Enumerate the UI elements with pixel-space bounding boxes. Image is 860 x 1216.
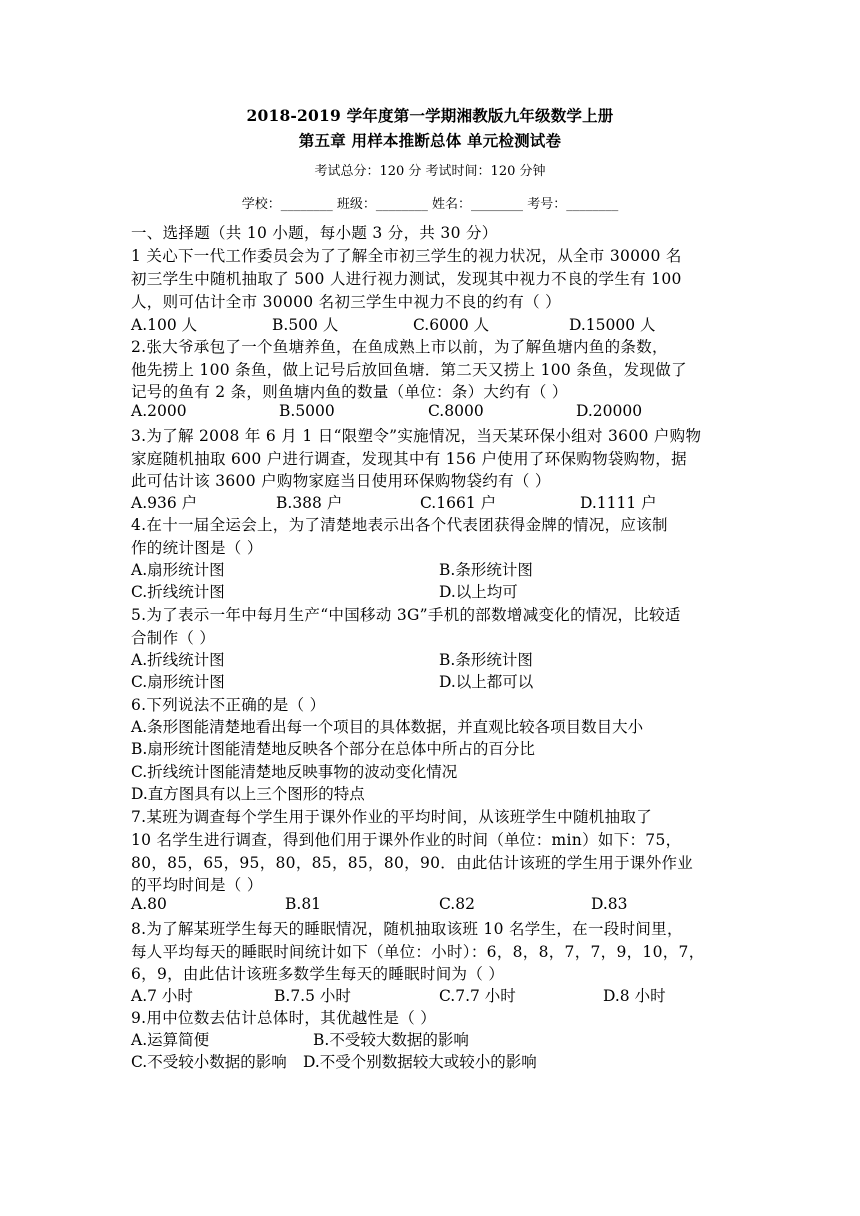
option-d: D.以上都可以 [439,673,534,691]
option-a: A.7 小时 [131,987,193,1005]
question-text-line: 4.在十一届全运会上，为了清楚地表示出各个代表团获得金牌的情况，应该制 [131,516,668,534]
option-d: D.15000 人 [569,316,656,334]
option-d: D.20000 [576,402,643,420]
option-c: C.8000 [428,402,484,420]
option-a: A.扇形统计图 [131,561,225,579]
option-c: C.6000 人 [413,316,490,334]
section-heading: 一、选择题（共 10 小题，每小题 3 分，共 30 分） [131,224,498,242]
option-d: D.8 小时 [603,987,666,1005]
question-text-line: 初三学生中随机抽取了 500 人进行视力测试，发现其中视力不良的学生有 100 [131,270,682,288]
option-d: D.直方图具有以上三个图形的特点 [131,785,365,803]
option-a: A.折线统计图 [131,651,225,669]
option-a: A.运算简便 [131,1031,210,1049]
question-text-line: 8.为了解某班学生每天的睡眠情况，随机抽取该班 10 名学生，在一段时间里， [131,920,683,938]
question-text-line: 6，9，由此估计该班多数学生每天的睡眠时间为（ ） [131,965,505,983]
question-text-line: 3.为了解 2008 年 6 月 1 日“限塑令”实施情况，当天某环保小组对 3600 户购物 [131,427,702,445]
option-b: B.条形统计图 [439,651,533,669]
exam-title-line1: 2018-2019 学年度第一学期湘教版九年级数学上册 [246,106,614,125]
option-c: C.7.7 小时 [439,987,516,1005]
question-text-line: 每人平均每天的睡眠时间统计如下（单位：小时）：6，8，8，7，7，9，10，7， [131,943,705,961]
question-text-line: 10 名学生进行调查，得到他们用于课外作业的时间（单位：min）如下：75， [131,831,682,849]
option-a: A.条形图能清楚地看出每一个项目的具体数据，并直观比较各项目数目大小 [131,718,644,736]
question-text-line: 的平均时间是（ ） [131,876,263,894]
option-b: B.388 户 [276,494,343,512]
question-text-line: 7.某班为调查每个学生用于课外作业的平均时间，从该班学生中随机抽取了 [131,808,652,826]
option-a: A.2000 [131,402,187,420]
option-c: C.折线统计图 [131,583,225,601]
option-b: B.不受较大数据的影响 [313,1031,469,1049]
option-d: D.以上均可 [439,583,518,601]
question-text-line: 合制作（ ） [131,629,216,647]
option-b: B.条形统计图 [439,561,533,579]
option-c: C.不受较小数据的影响 [131,1053,287,1071]
question-text-line: 9.用中位数去估计总体时，其优越性是（ ） [131,1009,437,1027]
option-a: A.936 户 [131,494,198,512]
option-a: A.80 [131,895,167,913]
question-text-line: 此可估计该 3600 户购物家庭当日使用环保购物袋约有（ ） [131,472,551,490]
question-text-line: 2.张大爷承包了一个鱼塘养鱼，在鱼成熟上市以前，为了解鱼塘内鱼的条数， [131,338,668,356]
question-text-line: 6.下列说法不正确的是（ ） [131,696,326,714]
question-text-line: 记号的鱼有 2 条，则鱼塘内鱼的数量（单位：条）大约有（ ） [131,383,568,401]
option-d: D.1111 户 [580,494,657,512]
exam-title-line2: 第五章 用样本推断总体 单元检测试卷 [298,131,562,150]
question-text-line: 作的统计图是（ ） [131,539,263,557]
question-text-line: 80，85，65，95，80，85，85，80，90．由此估计该班的学生用于课外作业 [131,854,694,872]
option-c: C.82 [439,895,475,913]
question-text-line: 5.为了表示一年中每月生产“中国移动 3G”手机的部数增减变化的情况，比较适 [131,606,681,624]
question-text-line: 1 关心下一代工作委员会为了了解全市初三学生的视力状况，从全市 30000 名 [131,247,682,265]
option-d: D.83 [591,895,628,913]
question-text-line: 家庭随机抽取 600 户进行调查，发现其中有 156 户使用了环保购物袋购物，据 [131,450,687,468]
option-b: B.7.5 小时 [274,987,351,1005]
option-c: C.扇形统计图 [131,673,225,691]
option-c: C.1661 户 [420,494,497,512]
student-info: 学校：________ 班级：________ 姓名：________ 考号：________ [241,197,619,212]
option-a: A.100 人 [131,316,198,334]
question-text-line: 人，则可估计全市 30000 名初三学生中视力不良的约有（ ） [131,293,561,311]
option-b: B.扇形统计图能清楚地反映各个部分在总体中所占的百分比 [131,740,535,758]
option-b: B.81 [285,895,322,913]
option-b: B.5000 [279,402,335,420]
option-b: B.500 人 [272,316,339,334]
option-d: D.不受个别数据较大或较小的影响 [303,1053,537,1071]
question-text-line: 他先捞上 100 条鱼，做上记号后放回鱼塘．第二天又捞上 100 条鱼，发现做了 [131,361,687,379]
option-c: C.折线统计图能清楚地反映事物的波动变化情况 [131,763,458,781]
exam-info: 考试总分：120 分 考试时间：120 分钟 [314,164,546,179]
